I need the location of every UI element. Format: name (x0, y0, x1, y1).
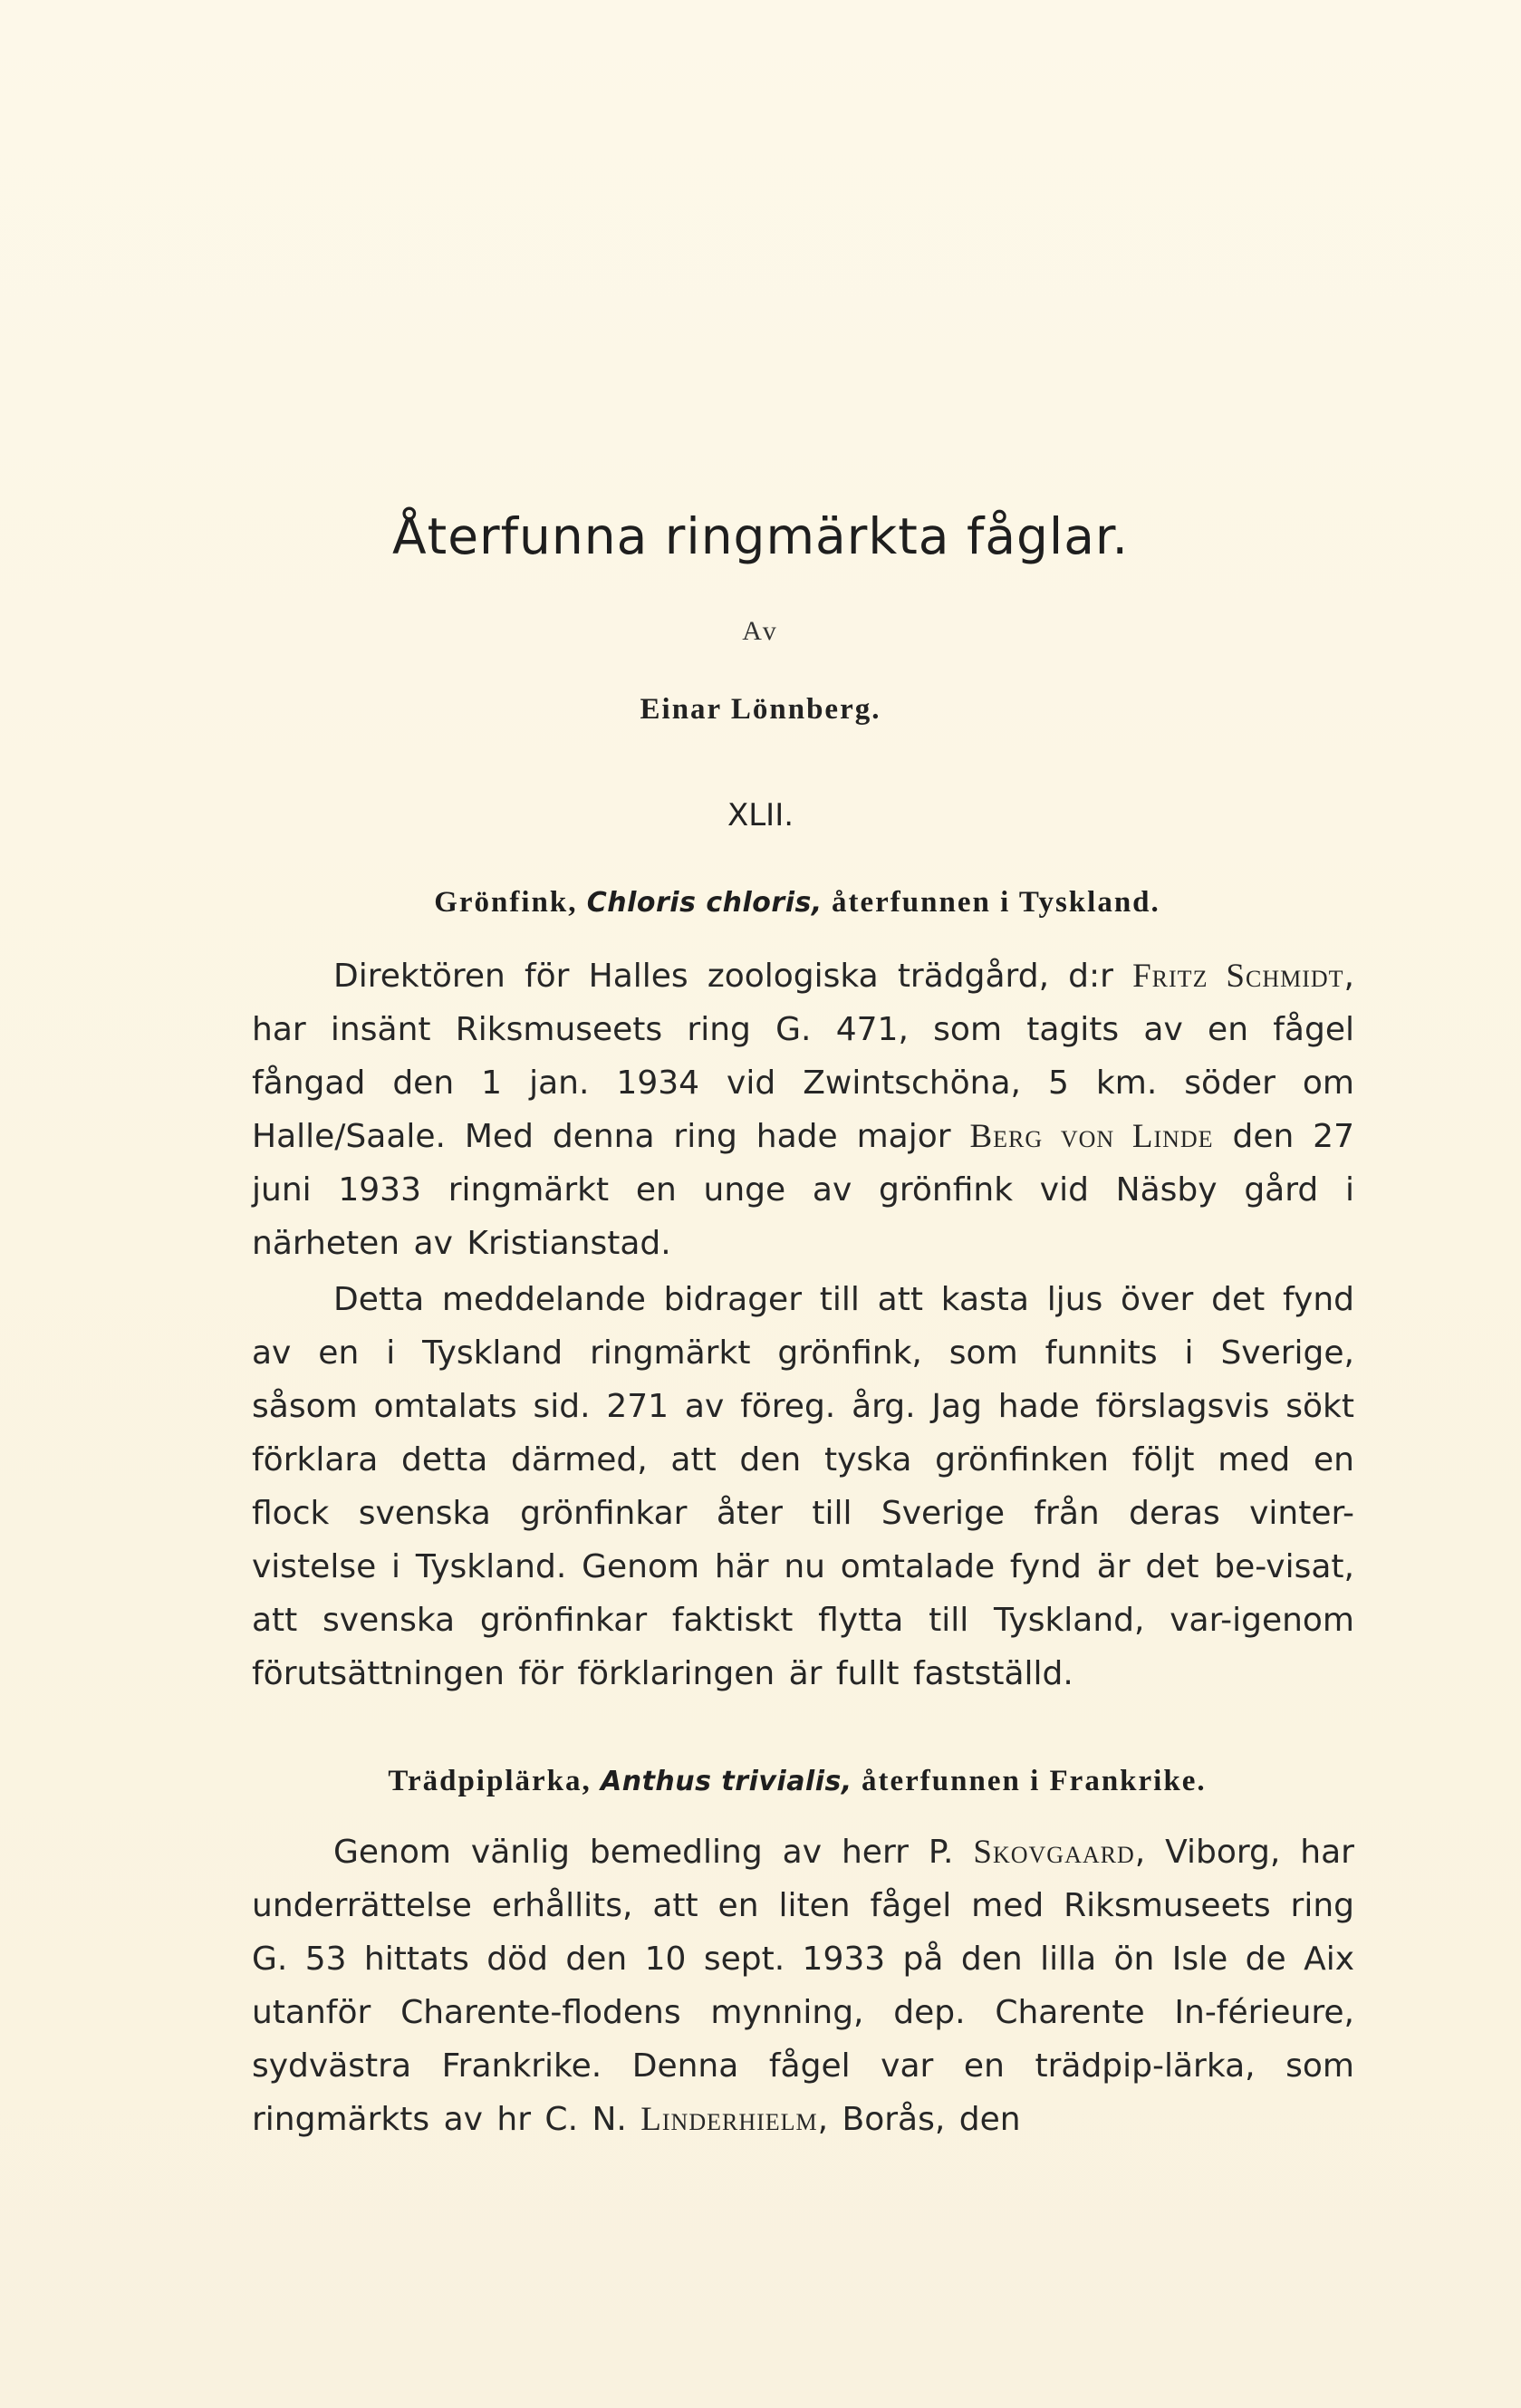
paragraph-text: , Borås, den (817, 2101, 1021, 2138)
article-title: Återfunna ringmärkta fåglar. (392, 507, 1129, 565)
person-name: Skovgaard (973, 1834, 1135, 1871)
paragraph-text: , har insänt Riksmuseets ring G. 471, som tagits av en fågel fångad den 1 jan. 1934 vid Zwintschöna, 5 km. söder om Halle/Saale. Med denna ring hade major (252, 958, 1354, 1155)
paragraph-text: , Viborg, har underrättelse erhållits, att en liten fågel med Riksmuseets ring G. 53 hittats död den 10 sept. 1933 på den lilla ön Isle de Aix utanför Charente-flodens mynning, dep. Charente In-férieure, sydvästra Frankrike. Denna fågel var en trädpip-lärka, som ringmärkts av hr C. N. (252, 1834, 1354, 2138)
heading-latin-name: Anthus trivialis, (601, 1766, 852, 1797)
paragraph (252, 949, 1354, 1270)
person-name: Berg von Linde (969, 1118, 1214, 1155)
paragraph: Detta meddelande bidrager till att kasta ljus över det fynd av en i Tyskland ringmärkt grönfink, som funnits i Sverige, såsom omtalats sid. 271 av föreg. årg. Jag hade förslagsvis sökt förklara detta därmed, att den tyska grönfinken följt med en flock svenska grönfinkar åter till Sverige från deras vinter-vistelse i Tyskland. Genom här nu omtalade fynd är det be-visat, att svenska grönfinkar faktiskt flytta till Tyskland, var-igenom förutsättningen för förklaringen är fullt fastställd. (252, 1281, 1354, 1692)
author-name: Einar Lönnberg. (640, 693, 881, 726)
person-name: Linderhielm (640, 2101, 818, 2138)
article-number: XLII. (727, 797, 794, 833)
heading-suffix: återfunnen i Tyskland. (832, 886, 1160, 919)
paragraph (252, 1825, 1354, 2146)
heading-suffix: återfunnen i Frankrike. (862, 1765, 1207, 1797)
paragraph-text: Genom vänlig bemedling av herr P. (333, 1834, 954, 1871)
heading-latin-name: Chloris chloris, (586, 887, 823, 919)
heading-common-name: Trädpiplärka, (388, 1765, 592, 1797)
heading-common-name: Grönfink, (434, 886, 578, 919)
paragraph-text: Direktören för Halles zoologiska trädgård, d:r (333, 958, 1113, 995)
paragraph-text: den 27 juni 1933 ringmärkt en unge av grönfink vid Näsby gård i närheten av Kristianstad. (252, 1118, 1354, 1262)
person-name: Fritz Schmidt (1132, 958, 1344, 995)
section-heading-tradpiplarka (272, 1765, 1323, 1798)
section-heading-gronfink (245, 886, 1350, 920)
byline-av: Av (742, 616, 779, 646)
